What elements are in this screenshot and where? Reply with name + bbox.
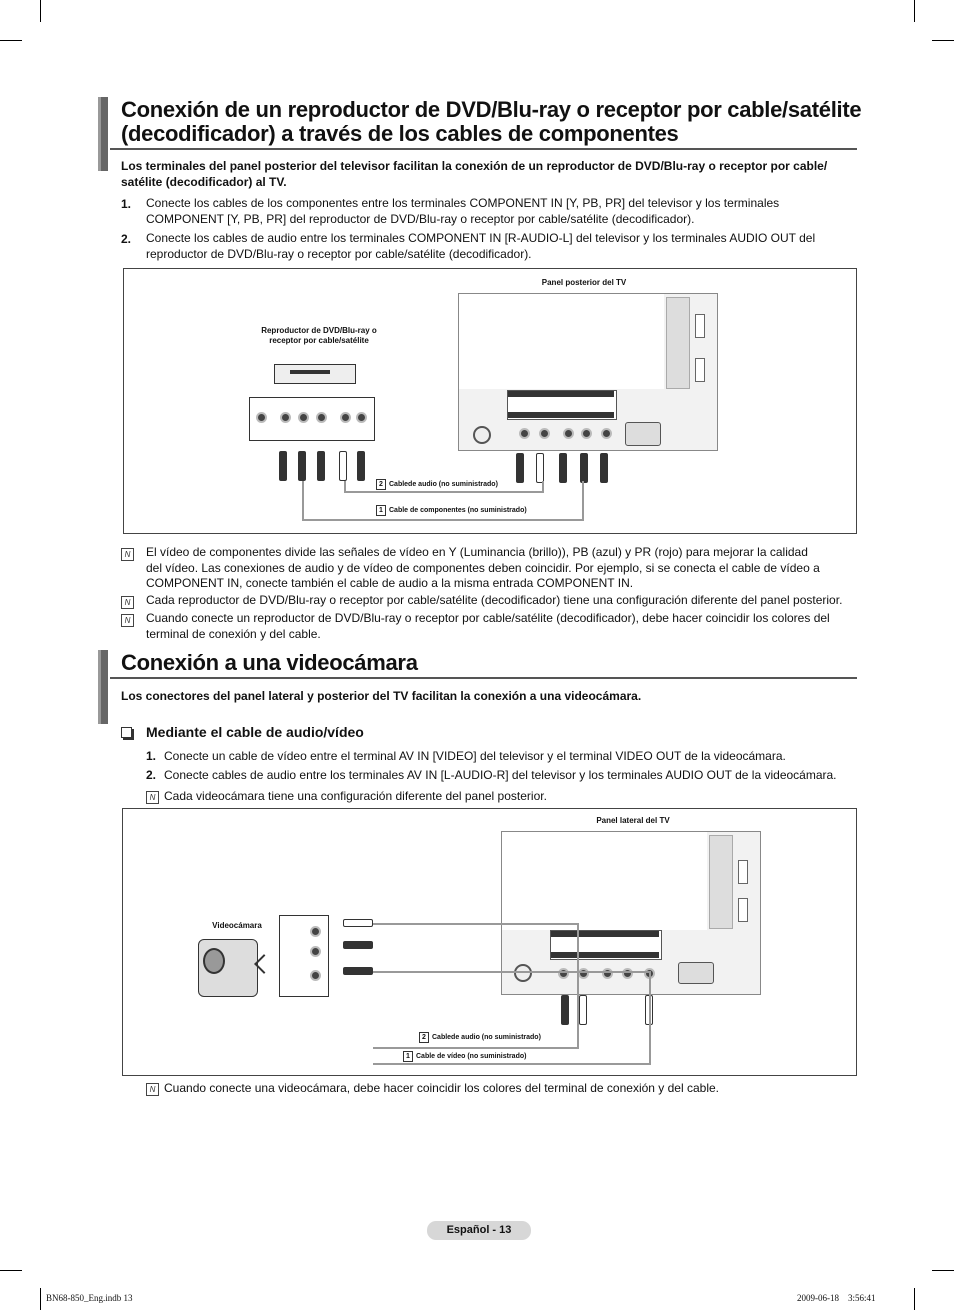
cable-plug (279, 451, 287, 481)
pc-in-port (678, 962, 714, 984)
device-output-panel (249, 397, 375, 441)
cable-plug (343, 967, 373, 975)
jack (519, 428, 530, 439)
jack (340, 412, 351, 423)
step-text (146, 196, 779, 227)
cable-plug (343, 941, 373, 949)
cable-plug (559, 453, 567, 483)
cable2-tag (419, 1032, 541, 1043)
jack (310, 946, 321, 957)
cable-plug (536, 453, 544, 483)
pc-in-port (625, 422, 661, 446)
step-number: 1. (121, 197, 132, 211)
note-line: del vídeo. Las conexiones de audio y de vídeo de componentes deben coincidir. Por ejemplo, si se conecta el cable de vídeo a (146, 560, 820, 575)
step-text: Conecte cables de audio entre los terminales AV IN [L-AUDIO-R] del televisor y los terminales AUDIO OUT de la videocámara. (164, 768, 837, 782)
device-label-line: receptor por cable/satélite (269, 336, 369, 345)
step-number: 2. (121, 232, 132, 246)
hdmi-port (695, 314, 705, 338)
section2-title: Conexión a una videocámara (121, 650, 418, 675)
cable1-tag (376, 505, 527, 516)
crop-mark (40, 0, 41, 22)
jack (310, 926, 321, 937)
jack (280, 412, 291, 423)
cable1-label: Cable de vídeo (no suministrado) (416, 1053, 527, 1060)
crop-mark (0, 1270, 22, 1271)
note-icon: N (146, 791, 159, 804)
device-label (224, 326, 414, 346)
tv-screen-area (502, 832, 707, 930)
crop-mark (914, 0, 915, 22)
cable1-number: 1 (403, 1051, 413, 1062)
crop-mark (40, 1288, 41, 1310)
cable2-number: 2 (419, 1032, 429, 1043)
cable-plug (339, 451, 347, 481)
crop-mark (932, 1270, 954, 1271)
step-text (146, 231, 815, 262)
tv-panel-label: Panel posterior del TV (541, 278, 627, 287)
cable-plug (317, 451, 325, 481)
cable1-tag (403, 1051, 526, 1062)
step-line: Conecte los cables de los componentes entre los terminales COMPONENT IN [Y, PB, PR] del televisor y los terminales (146, 196, 780, 210)
jack (298, 412, 309, 423)
jack (256, 412, 267, 423)
section-marker (98, 97, 108, 171)
section-rule (110, 677, 857, 679)
jack (310, 970, 321, 981)
section2-subheading: Mediante el cable de audio/vídeo (146, 724, 364, 740)
note-line: Cuando conecte un reproductor de DVD/Blu-ray o receptor por cable/satélite (decodificador), debe hacer coincidir los colores del (146, 611, 830, 625)
note-icon: N (146, 1083, 159, 1096)
section2-lead: Los conectores del panel lateral y posterior del TV facilitan la conexión a una videocámara. (121, 689, 642, 703)
jack (581, 428, 592, 439)
cable-plug (516, 453, 524, 483)
crop-mark (0, 40, 22, 41)
jack (601, 428, 612, 439)
tv-panel-label: Panel lateral del TV (596, 816, 670, 825)
cable2-label: Cablede audio (no suministrado) (432, 1034, 541, 1041)
cable2-label: Cablede audio (no suministrado) (389, 481, 498, 488)
ant-in-port (473, 426, 491, 444)
av-in-strip (508, 391, 614, 397)
camcorder-icon (198, 939, 258, 997)
tv-rear-panel (458, 293, 718, 451)
hdmi-port (738, 860, 748, 884)
section1-title-line1: Conexión de un reproductor de DVD/Blu-ray o receptor por cable/satélite (121, 97, 862, 122)
cable2-number: 2 (376, 479, 386, 490)
disc-tray (290, 370, 330, 374)
note-text (146, 545, 820, 592)
note-icon: N (121, 614, 134, 627)
note-text: Cada videocámara tiene una configuración diferente del panel posterior. (164, 789, 547, 803)
jack (316, 412, 327, 423)
tv-screen-area (459, 294, 664, 389)
cable-plug (298, 451, 306, 481)
connection-diagram-camcorder (122, 808, 857, 1076)
print-file-name: BN68-850_Eng.indb 13 (46, 1293, 133, 1303)
print-timestamp: 2009-06-18 3:56:41 (797, 1293, 876, 1303)
jack (563, 428, 574, 439)
step-number: 1. (146, 749, 157, 763)
note-icon: N (121, 548, 134, 561)
section1-lead-line1: Los terminales del panel posterior del televisor facilitan la conexión de un reproductor de DVD/Blu-ray o receptor por cable/ (121, 159, 828, 173)
camcorder-lens (203, 948, 225, 974)
section-rule (110, 148, 857, 150)
cable-plug (357, 451, 365, 481)
note-line: terminal de conexión y del cable. (146, 626, 321, 641)
jack (356, 412, 367, 423)
device-label: Videocámara (212, 921, 262, 930)
section1-title-line2: (decodificador) a través de los cables de componentes (121, 121, 679, 146)
component-in-block (507, 390, 617, 420)
step-line: reproductor de DVD/Blu-ray o receptor por cable/satélite (decodificador). (146, 246, 532, 261)
note-icon: N (121, 596, 134, 609)
final-note: Cuando conecte una videocámara, debe hacer coincidir los colores del terminal de conexión y del cable. (164, 1081, 719, 1095)
jack (539, 428, 550, 439)
dvd-player-icon (274, 364, 356, 384)
note-text (146, 611, 830, 642)
device-label-line: Reproductor de DVD/Blu-ray o (261, 326, 377, 335)
cable1-label: Cable de componentes (no suministrado) (389, 507, 527, 514)
step-line: Conecte los cables de audio entre los terminales COMPONENT IN [R-AUDIO-L] del televisor y los terminales AUDIO OUT del (146, 231, 816, 245)
step-text: Conecte un cable de vídeo entre el terminal AV IN [VIDEO] del televisor y el terminal VIDEO OUT de la videocámara. (164, 749, 786, 763)
checkbox-bullet-icon (121, 727, 132, 738)
hdmi-column (709, 835, 733, 929)
hdmi-column (666, 297, 690, 389)
cable2-tag (376, 479, 498, 490)
crop-mark (932, 40, 954, 41)
section1-lead-line2: satélite (decodificador) al TV. (121, 175, 287, 189)
hdmi-port (738, 898, 748, 922)
cable1-number: 1 (376, 505, 386, 516)
cable-plug (580, 453, 588, 483)
component-strip (508, 412, 614, 418)
crop-mark (914, 1288, 915, 1310)
note-line: El vídeo de componentes divide las señales de vídeo en Y (Luminancia (brillo)), PB (azul) y PR (rojo) para mejorar la calidad (146, 545, 808, 559)
camcorder-output-panel (279, 915, 329, 997)
section-marker (98, 650, 108, 724)
cable-plug (600, 453, 608, 483)
note-line: COMPONENT IN, conecte también el cable de audio a la misma entrada COMPONENT IN. (146, 576, 634, 590)
hdmi-port (695, 358, 705, 382)
connection-diagram-dvd (123, 268, 857, 534)
step-number: 2. (146, 768, 157, 782)
cable-plug (343, 919, 373, 927)
step-line: COMPONENT [Y, PB, PR] del reproductor de DVD/Blu-ray o receptor por cable/satélite (decodificador). (146, 211, 695, 226)
note-text: Cada reproductor de DVD/Blu-ray o receptor por cable/satélite (decodificador) tiene una configuración diferente del panel posterior. (146, 593, 843, 607)
page-number-badge: Español - 13 (427, 1221, 531, 1240)
